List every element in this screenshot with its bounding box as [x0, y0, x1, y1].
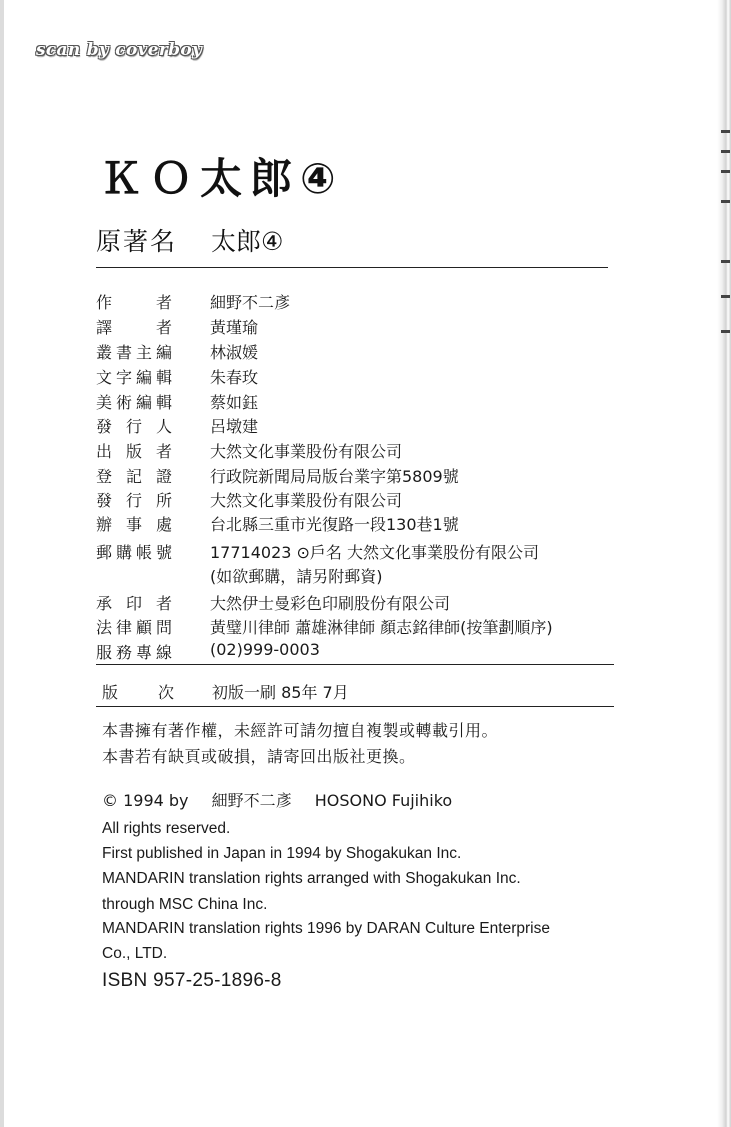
credit-row: [96, 464, 626, 486]
edge-mark: [721, 150, 730, 153]
credit-row: [96, 488, 626, 510]
credit-label: 法律顧問: [96, 618, 172, 637]
scan-watermark: scan by coverboy: [36, 40, 203, 60]
credit-value: 黃瑾瑜: [210, 318, 259, 337]
credit-row: [96, 564, 626, 586]
page-title: ＫＯ太郎④: [100, 154, 344, 203]
credit-value: (如欲郵購，請另附郵資): [210, 567, 383, 586]
credit-value: 蔡如鈺: [210, 393, 259, 412]
edge-mark: [721, 200, 730, 203]
credit-label: 文字編輯: [96, 368, 172, 387]
credit-value: 細野不二彥: [210, 293, 291, 312]
credit-label: 承印者: [96, 594, 172, 613]
credit-label: 辦事處: [96, 515, 172, 534]
credit-label: 叢書主編: [96, 343, 172, 362]
credit-value: 朱春玫: [210, 368, 259, 387]
credit-row: [96, 340, 626, 362]
divider: [96, 706, 614, 707]
divider: [96, 267, 608, 268]
edition-label: 版次: [102, 683, 174, 702]
rights-line: Co., LTD.: [102, 945, 168, 962]
credit-row: [96, 414, 626, 436]
rights-line: All rights reserved.: [102, 820, 231, 837]
credit-value: 台北縣三重市光復路一段130巷1號: [210, 515, 459, 534]
page-edge-left: [0, 0, 4, 1127]
author-chinese: 細野不二彥: [211, 791, 292, 810]
credit-value: 大然文化事業股份有限公司: [210, 491, 403, 510]
edge-mark: [721, 170, 730, 173]
divider: [96, 664, 614, 665]
credit-row: [96, 591, 626, 613]
credit-label: 譯者: [96, 318, 172, 337]
credit-value: 行政院新聞局局版台業字第5809號: [210, 467, 459, 486]
copyright-notice: 本書擁有著作權，未經許可請勿擅自複製或轉載引用。: [102, 721, 499, 740]
credit-row: [96, 615, 626, 637]
credit-value: 呂墩建: [210, 417, 259, 436]
credit-row: [96, 640, 626, 662]
credit-label: 美術編輯: [96, 393, 172, 412]
credit-value: 17714023 ⊙戶名 大然文化事業股份有限公司: [210, 543, 540, 562]
edition-value: 初版一刷 85年 7月: [212, 683, 349, 702]
edge-mark: [721, 330, 730, 333]
rights-line: First published in Japan in 1994 by Shogakukan Inc.: [102, 845, 462, 862]
credit-label: 作者: [96, 293, 172, 312]
credit-label: 郵購帳號: [96, 543, 172, 562]
credit-label: 登記證: [96, 467, 172, 486]
credit-label: 服務專線: [96, 643, 172, 662]
original-title-value: 太郎④: [210, 227, 284, 256]
edition-row: [102, 680, 602, 702]
edge-mark: [721, 295, 730, 298]
copyright-symbol: © 1994 by: [102, 791, 189, 810]
original-title: [96, 222, 283, 258]
credit-value: 大然文化事業股份有限公司: [210, 442, 403, 461]
credit-row: [96, 390, 626, 412]
credit-row: [96, 512, 626, 534]
rights-line: through MSC China Inc.: [102, 896, 268, 913]
rights-line: MANDARIN translation rights arranged with Shogakukan Inc.: [102, 870, 521, 887]
credit-row: [96, 540, 626, 562]
credit-row: [96, 290, 626, 312]
credit-label: 出版者: [96, 442, 172, 461]
replacement-notice: 本書若有缺頁或破損，請寄回出版社更換。: [102, 747, 416, 766]
isbn: ISBN 957-25-1896-8: [102, 970, 282, 991]
credit-row: [96, 315, 626, 337]
credit-value: 大然伊士曼彩色印刷股份有限公司: [210, 594, 451, 613]
credit-value: (02)999-0003: [210, 640, 320, 659]
original-title-label: 原著名: [96, 227, 178, 256]
credit-value: 黃璧川律師 蕭雄淋律師 顏志銘律師(按筆劃順序): [210, 618, 553, 637]
rights-line: MANDARIN translation rights 1996 by DARAN Culture Enterprise: [102, 920, 550, 937]
author-english: HOSONO Fujihiko: [314, 791, 453, 810]
credit-row: [96, 365, 626, 387]
copyright-line: [102, 788, 470, 811]
credit-row: [96, 439, 626, 461]
edge-mark: [721, 130, 730, 133]
edge-mark: [721, 260, 730, 263]
credit-value: 林淑媛: [210, 343, 259, 362]
credit-label: 發行人: [96, 417, 172, 436]
credit-label: 發行所: [96, 491, 172, 510]
